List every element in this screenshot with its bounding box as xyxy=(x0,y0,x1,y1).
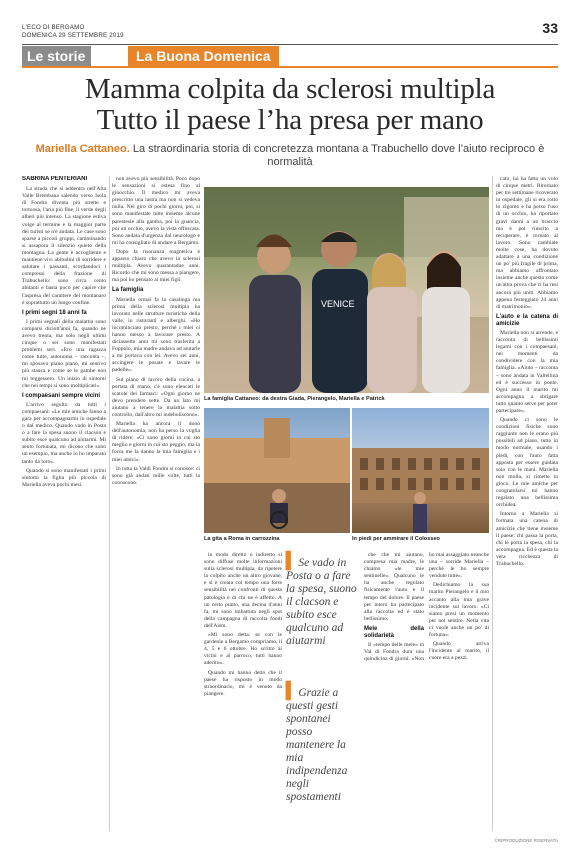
paragraph: Sul piano di lavoro della cucina, a portata di mano, c'è sono elencati le scatole dei farmaci: «Ogni giorno ne devo prendere sette. Da un lato mi aiutano a tenere la malattia sotto controllo, dall'altro mi indeboliscono». xyxy=(112,376,200,418)
headline-line-1: Mamma colpita da sclerosi multipla xyxy=(84,73,496,105)
article-column-5 xyxy=(364,552,489,831)
byline: SABRINA PENTERIANI xyxy=(22,176,88,182)
paragraph: in modo diretto o indiretto si sono diffuse molte informazioni sulla sclerosi multipla, da ripetere la colpito anche un altro giovane, e si è creata col tempo una forte sensibilità nei confronti di questa patologia e di chi ne è affetto. A un certo punto, una decina d'anni fa, mi sono imbattuta negli spot della campagna di raccolta fondi dell'Aism. xyxy=(204,552,282,629)
subheading: Mele della solidarietà xyxy=(364,625,424,640)
page-number: 33 xyxy=(542,20,558,36)
subheading: I compaesani sempre vicini xyxy=(22,392,101,399)
masthead xyxy=(22,24,124,40)
colosseum-photo-illustration xyxy=(352,408,489,533)
quote-mark-icon: ▍ xyxy=(286,553,299,570)
article-column-3 xyxy=(204,552,282,831)
column-divider xyxy=(109,176,110,831)
paragraph: Il «tempo delle mele» in Val di Fondra dura una quindicina di giorni. «Non ho mai assaggiato neanche una – sorride Mariella – perché le ho sempre vendute tutte». xyxy=(364,552,489,663)
section-label: Le storie xyxy=(22,46,91,66)
family-photo-caption: La famiglia Cattaneo: da destra Giada, Pierangelo, Mariella e Patrick xyxy=(204,396,385,402)
headline xyxy=(22,74,558,136)
paragraph: che che mi aiutano, compresa mia madre, le chiamo «le mie sentinelle». Qualcuno le ha anche regolato fisicamente l'auto e il tempo del dolore. Il paese per intero ha partecipato alla raccolta ed è stato bellissimo. xyxy=(364,552,424,622)
deck-name: Mariella Cattaneo. xyxy=(35,143,130,155)
paragraph: Dopo la risonanza magnetica è apparso chiaro che avevo la sclerosi multipla. Avevo quarantadue anni. Ricordo che mi sono messa a piangere, ma poi ho pensato ai miei figli. xyxy=(112,248,200,284)
subheading: L'auto e la catena di amicizie xyxy=(496,313,558,327)
column-divider xyxy=(492,176,493,831)
rome-photo-illustration xyxy=(204,408,350,533)
rome-photo xyxy=(204,408,350,533)
paragraph: I primi segnali della malattia sono comparsi diciott'anni fa, quando ne avevo trenta, ma solo negli ultimi cinque o sei sono manifestati problemi seri. «Ero una ragazza come tutte, autonoma – racconta –, mi sposavo piano piano, mi sentivo più stanca e come se le gambe non mi reggessero. Un inizio di sintomi che nei tempi si sono moltiplicati». xyxy=(22,318,106,389)
subheading: La famiglia xyxy=(112,287,144,294)
article-column-2 xyxy=(112,176,200,831)
deck xyxy=(22,143,558,169)
headline-line-2: Tutto il paese l’ha presa per mano xyxy=(96,104,484,136)
pull-quote-2 xyxy=(286,685,358,804)
paragraph: Quando arriva l'incidente al marito, il cuore era a pezzi. xyxy=(429,641,489,662)
paragraph: «Mi sono detta: se con le gardenie a Bergamo compriamo, il 4, 5 e 6 ottobre. Ho scritto ai vicini e al parroco, tutti hanno aderito». xyxy=(204,632,282,667)
section-underline xyxy=(22,66,558,68)
paragraph: Mariella non si arrende, e racconta di bellissimi legami con i compaesani, nei momenti da condividere con la mia famiglia. «Aiuto – racconta – sono andata in Valtellina ed è successo in ponte. Ogni anno il marito mi accompagna a sbrigare tutto quanto serve per poter partecipare». xyxy=(496,329,558,414)
quote-mark-icon: ▍ xyxy=(286,683,299,700)
paragraph: cato, lui ha fatto un volo di cinque metri. Ritornato per tre settimane ricoverato in ospedale, gli si era rotto lo zigomo e ha perso l'uso di un occhio, ha riportato gravi danni a un braccio ma è poi riuscito a recuperare, è tornato al lavoro. Sono cambiate molte cose, ha dovuto adattare a una condizione un po' più fragile di prima, ma abbiamo affrontato insieme anche questo come un'altra prova che ci ha resi ancora più uniti. Abbiamo appena festeggiato 24 anni di matrimonio». xyxy=(496,176,558,310)
family-photo xyxy=(204,187,489,393)
rome-photo-caption: La gita a Roma in carrozzina xyxy=(204,536,280,542)
colosseum-photo xyxy=(352,408,489,533)
article-column-6 xyxy=(496,176,558,831)
deck-text: La straordinaria storia di concretezza montana a Trabuchello dove l’aiuto reciproco è normalità xyxy=(129,143,545,168)
section-title: La Buona Domenica xyxy=(128,46,279,66)
newspaper-name: L'ECO DI BERGAMO xyxy=(22,24,85,31)
paragraph: Mariella ormai fa la casalinga ma prima della sclerosi multipla ha lavorato nelle strutture turistiche della valle, in ristoranti e alberghi. «Ho incominciato presto, perché i miei ci hanno messo a lavorare presto. A diciassette anni mi sono trasferita a Foppolo, mia madre andava ad aiutarle a mi portava con lei. Avevo sei anni, accingere le posate e lavare le padelle». xyxy=(112,296,200,374)
paragraph: Intorno a Mariella si formata una catena di amicizie che tiene insieme il paese: chi passa la porta, chi le porta la spesa, chi la accompagna. Ed è questa la vera ricchezza di Trabuchello. xyxy=(496,511,558,567)
svg-text:VENICE: VENICE xyxy=(321,299,355,309)
paragraph: Mariella ha ancora il dono dell'autonomia, non ha perso la voglia di ridere: «Ci sono giorni in cui sto meglio e giorni in cui sto peggio, ma la forza me la danno la mia famiglia e i miei amici». xyxy=(112,421,200,463)
paragraph: L'arrivo seguito da tutti i compaesani: «Le mie amiche fanno a gara per accompagnarmi in ospedale o dal medico. Quando vado in Posta o a fare la spesa suono il clacson e subito esce qualcuno ad aiutarmi. Mi sento fortunata, mi dicono che sono un esempio, ma anche io ho imparato tanto da loro». xyxy=(22,401,106,465)
article-column-1 xyxy=(22,176,106,831)
issue-date: DOMENICA 29 SETTEMBRE 2019 xyxy=(22,32,124,39)
colosseum-photo-caption: In piedi per ammirare il Colosseo xyxy=(352,536,440,542)
paragraph: In tutta la Valdi Fondra si conosce: ci sono già andati mille volte, tutti la conoscono. xyxy=(112,465,200,486)
paragraph: Quando ci sono le condizioni fisiche sono raggiunte non le erano più possibili ad piano, tutto in modo normale, usando i piedi, con l'auto fatta apposta per essere guidata solo con le mani. Mariella non molla, si rimette in gioco. Le mie amiche per congratularsi mi hanno regalato una bellissima orchidea. xyxy=(496,417,558,509)
pull-quote-1 xyxy=(286,555,358,648)
paragraph: Dedichiamo la sua marito Pierangelo e il mio accanto alla mia grave incidente sul lavoro. «Ci siamo presi un momento per noi sentire. Nella vita ci vuole anche un po' di fortuna». xyxy=(429,582,489,639)
paragraph: Quando si sono manifestati i primi sintomi la figlia più piccola di Mariella aveva pochi mesi. xyxy=(22,467,106,488)
quote-text: Grazie a questi gesti spontanei posso mantenere la mia indipendenza negli spostamenti xyxy=(286,687,348,803)
paragraph: non avevo più sensibilità. Poco dopo le sensazioni si estesa fino al ginocchio. Il medico mi aveva prescritto una lastra ma non si vedeva nulla. Nel giro di pochi giorni, poi, si sono manifestate tutte insieme alcune parestesie alla gamba, poi la guancia, poi un occhio, avevo la vista offuscata. Sono andata d'urgenza dal neurologo e mi ha consigliato di andare a Bergamo. xyxy=(112,176,200,246)
subheading: I primi segni 18 anni fa xyxy=(22,309,87,316)
quote-text: Se vado in Posta o a fare la spesa, suono il clacson e subito esce qualcuno ad aiutarmi xyxy=(286,557,357,647)
family-photo-illustration xyxy=(204,187,489,393)
paragraph: La strada che si addentra nell'Alta Valle Brembana salendo verso Isola di Fondra diventa più strette e tortuosa, l'aria più fine, il verde degli alberi più intenso. La stagione estiva volge al termine e la maggior parte dei turisti se n'è andata. Le case sono sparse a piccoli gruppi, camminando si assapora il silenzio quieto della montagna. La gente è accogliente e mantiene vivi abitudini di sorridere e salutare i passanti, scordandoci i compressi della frazione di Trabuchello: sono circa cento abitanti e basta poco per capire che l'aspresa del carattere del montanaro è soprattutto un lungo confine. xyxy=(22,186,106,306)
paragraph: Quando mi hanno detto che il paese ha risposto in modo straordinario, mi è venuto da piangere. xyxy=(204,669,282,697)
header-divider xyxy=(22,44,558,45)
copyright-notice: ©RIPRODUZIONE RISERVATA xyxy=(494,838,558,843)
